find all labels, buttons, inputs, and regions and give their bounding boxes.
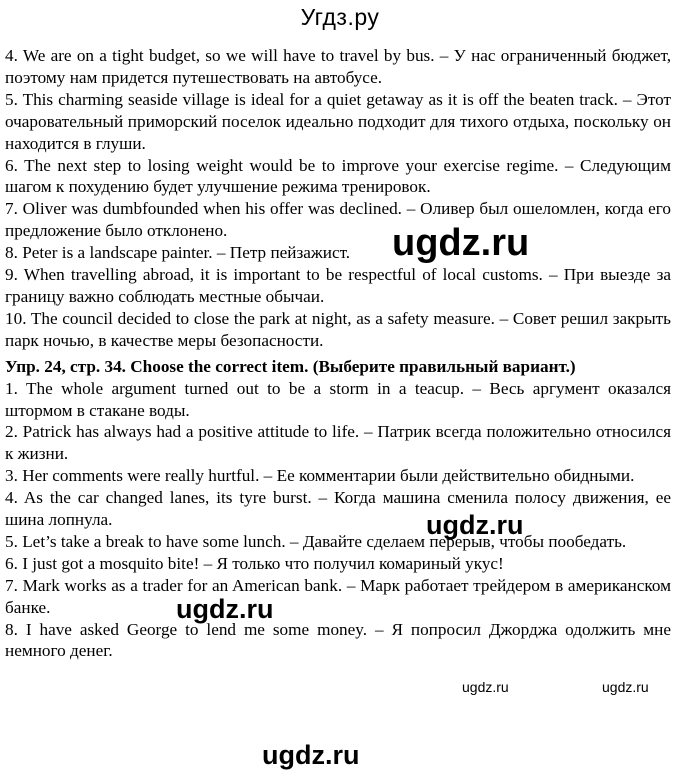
- watermark: ugdz.ru: [176, 594, 274, 624]
- site-title: Угдз.ру: [300, 4, 380, 30]
- watermark: ugdz.ru: [602, 679, 649, 695]
- list-item: 9. When travelling abroad, it is important to be respectful of local customs. – При выезде за границу важно соблюдать местные обычаи.: [5, 265, 671, 306]
- list-item: 4. As the car changed lanes, its tyre burst. – Когда машина сменила полосу движения, ее шина лопнула.: [5, 488, 671, 530]
- exercise-heading: Упр. 24, стр. 34. Choose the correct item. (Выберите правильный вариант.): [5, 356, 576, 376]
- list-item: 6. The next step to losing weight would be to improve your exercise regime. – Следующим шагом к похудению будет улучшение режима тренировок.: [5, 155, 671, 197]
- list-item: 5. Let’s take a break to have some lunch. – Давайте сделаем перерыв, чтобы пообедать.: [5, 531, 627, 551]
- list-item: 7. Oliver was dumbfounded when his offer was declined. – Оливер был ошеломлен, когда его предложение было отклонено.: [5, 199, 671, 241]
- watermark: ugdz.ru: [426, 510, 524, 540]
- document-body: [5, 45, 671, 662]
- list-item: 8. I have asked George to lend me some money. – Я попросил Джорджа одолжить мне немного денег.: [5, 619, 671, 661]
- list-item: 2. Patrick has always had a positive attitude to life. – Патрик всегда положительно относился к жизни.: [5, 422, 671, 464]
- list-item: 1. The whole argument turned out to be a storm in a teacup. – Весь аргумент оказался штормом в стакане воды.: [5, 378, 671, 420]
- list-item: 6. I just got a mosquito bite! – Я только что получил комариный укус!: [5, 553, 504, 573]
- list-item: 8. Peter is a landscape painter. – Петр пейзажист.: [5, 243, 351, 263]
- list-item: 10. The council decided to close the park at night, as a safety measure. – Совет решил закрыть парк ночью, в качестве меры безопасности.: [5, 308, 671, 350]
- list-item: 5. This charming seaside village is ideal for a quiet getaway as it is off the beaten track. – Этот очаровательный приморский поселок идеально подходит для тихого отдыха, поскольку он находится в глуши.: [5, 89, 671, 153]
- watermark: ugdz.ru: [392, 222, 530, 264]
- watermark: ugdz.ru: [462, 679, 509, 695]
- list-item: 7. Mark works as a trader for an American bank. – Марк работает трейдером в американском банке.: [5, 575, 671, 617]
- watermark: ugdz.ru: [262, 740, 360, 770]
- list-item: 4. We are on a tight budget, so we will have to travel by bus. – У нас ограниченный бюджет, поэтому нам придется путешествовать на автобусе.: [5, 46, 671, 87]
- list-item: 3. Her comments were really hurtful. – Ее комментарии были действительно обидными.: [5, 466, 635, 486]
